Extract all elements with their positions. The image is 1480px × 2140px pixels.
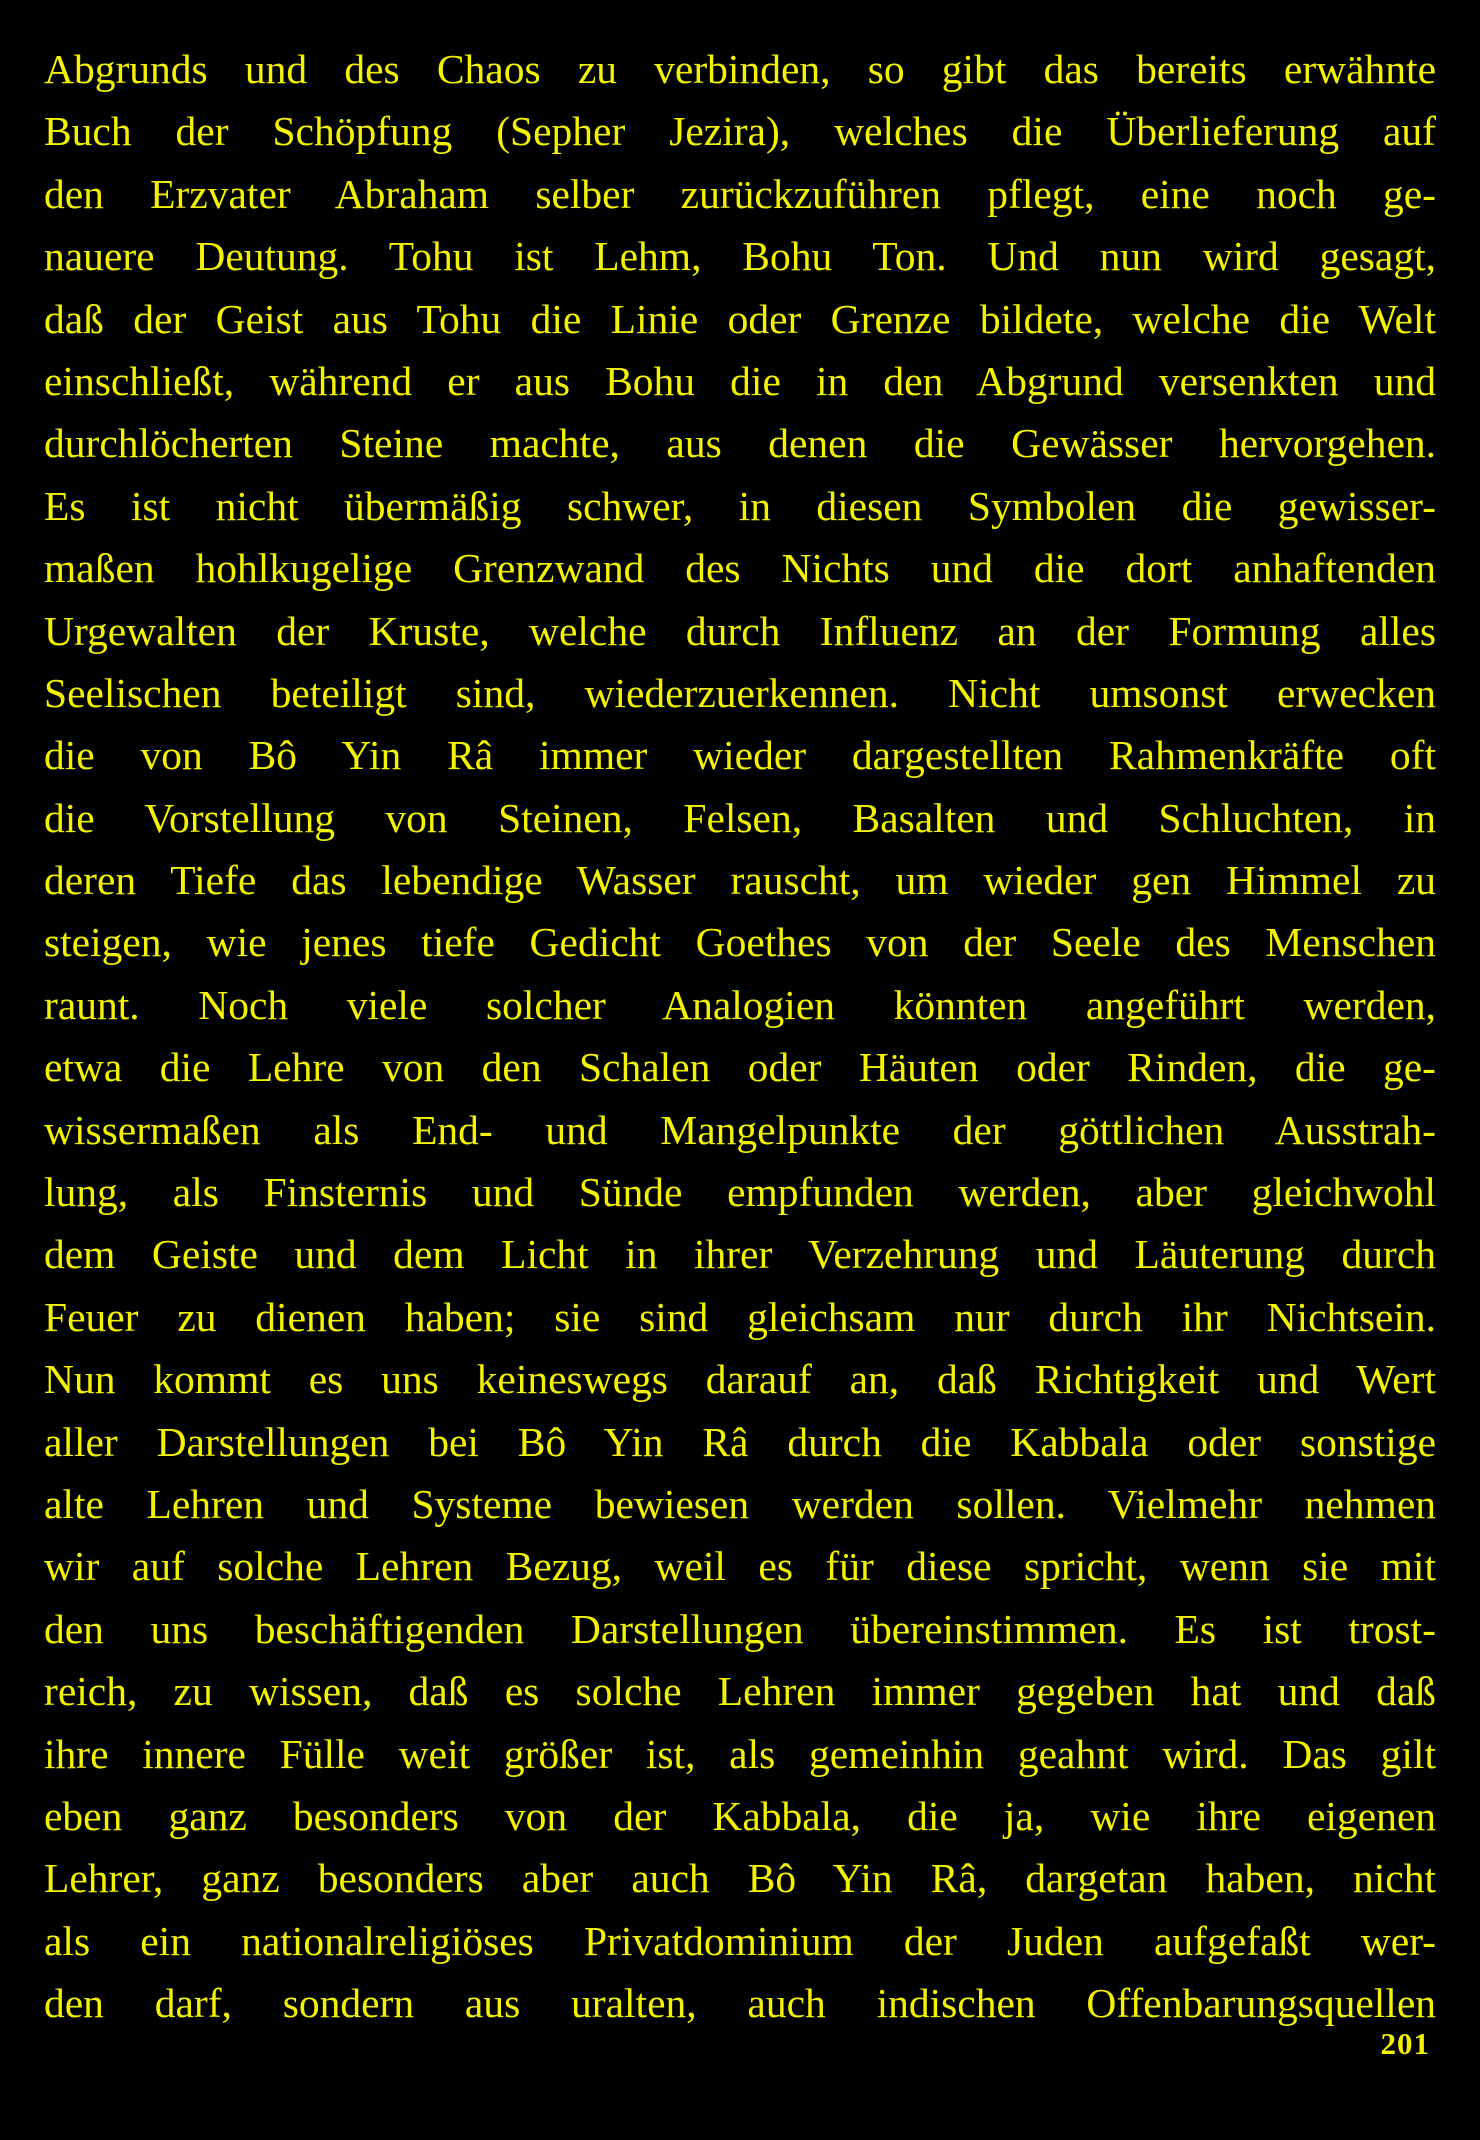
text-line: Nun kommt es uns keineswegs darauf an, daß Richtigkeit und Wert <box>44 1356 1436 1403</box>
text-line: den uns beschäftigenden Darstellungen übereinstimmen. Es ist trost- <box>44 1605 1436 1652</box>
text-line: ihre innere Fülle weit größer ist, als gemeinhin geahnt wird. Das gilt <box>44 1730 1436 1777</box>
text-line: etwa die Lehre von den Schalen oder Häuten oder Rinden, die ge- <box>44 1044 1436 1091</box>
text-line: die von Bô Yin Râ immer wieder dargestellten Rahmenkräfte oft <box>44 732 1436 779</box>
text-line: eben ganz besonders von der Kabbala, die ja, wie ihre eigenen <box>44 1792 1436 1839</box>
text-line: einschließt, während er aus Bohu die in den Abgrund versenkten und <box>44 357 1436 404</box>
text-line: maßen hohlkugelige Grenzwand des Nichts und die dort anhaftenden <box>44 545 1436 592</box>
text-line: Lehrer, ganz besonders aber auch Bô Yin Râ, dargetan haben, nicht <box>44 1855 1436 1902</box>
text-line: daß der Geist aus Tohu die Linie oder Grenze bildete, welche die Welt <box>44 295 1436 342</box>
text-line: wir auf solche Lehren Bezug, weil es für diese spricht, wenn sie mit <box>44 1543 1436 1590</box>
text-line: als ein nationalreligiöses Privatdominium der Juden aufgefaßt wer- <box>44 1917 1436 1964</box>
page-number: 201 <box>1380 2026 1430 2061</box>
text-line: steigen, wie jenes tiefe Gedicht Goethes von der Seele des Menschen <box>44 919 1436 966</box>
text-line: Urgewalten der Kruste, welche durch Influenz an der Formung alles <box>44 607 1436 654</box>
text-line: nauere Deutung. Tohu ist Lehm, Bohu Ton. Und nun wird gesagt, <box>44 233 1436 280</box>
text-line: den darf, sondern aus uralten, auch indischen Offenbarungsquellen <box>44 1980 1436 2027</box>
text-line: die Vorstellung von Steinen, Felsen, Basalten und Schluchten, in <box>44 794 1436 841</box>
text-line: den Erzvater Abraham selber zurückzuführen pflegt, eine noch ge- <box>44 170 1436 217</box>
text-line: reich, zu wissen, daß es solche Lehren immer gegeben hat und daß <box>44 1668 1436 1715</box>
text-line: Seelischen beteiligt sind, wiederzuerkennen. Nicht umsonst erwecken <box>44 669 1436 716</box>
text-line: raunt. Noch viele solcher Analogien könnten angeführt werden, <box>44 981 1436 1028</box>
text-line: Buch der Schöpfung (Sepher Jezira), welches die Überlieferung auf <box>44 108 1436 155</box>
text-line: Es ist nicht übermäßig schwer, in diesen Symbolen die gewisser- <box>44 482 1436 529</box>
body-text <box>44 38 1436 2035</box>
text-line: aller Darstellungen bei Bô Yin Râ durch die Kabbala oder sonstige <box>44 1418 1436 1465</box>
text-line: lung, als Finsternis und Sünde empfunden werden, aber gleichwohl <box>44 1169 1436 1216</box>
text-line: wissermaßen als End- und Mangelpunkte der göttlichen Ausstrah- <box>44 1106 1436 1153</box>
text-line: Feuer zu dienen haben; sie sind gleichsam nur durch ihr Nichtsein. <box>44 1293 1436 1340</box>
text-line: deren Tiefe das lebendige Wasser rauscht, um wieder gen Himmel zu <box>44 857 1436 904</box>
text-line: Abgrunds und des Chaos zu verbinden, so gibt das bereits erwähnte <box>44 46 1436 92</box>
text-line: alte Lehren und Systeme bewiesen werden sollen. Vielmehr nehmen <box>44 1480 1436 1527</box>
text-line: dem Geiste und dem Licht in ihrer Verzehrung und Läuterung durch <box>44 1231 1436 1278</box>
text-line: durchlöcherten Steine machte, aus denen die Gewässer hervorgehen. <box>44 420 1436 467</box>
